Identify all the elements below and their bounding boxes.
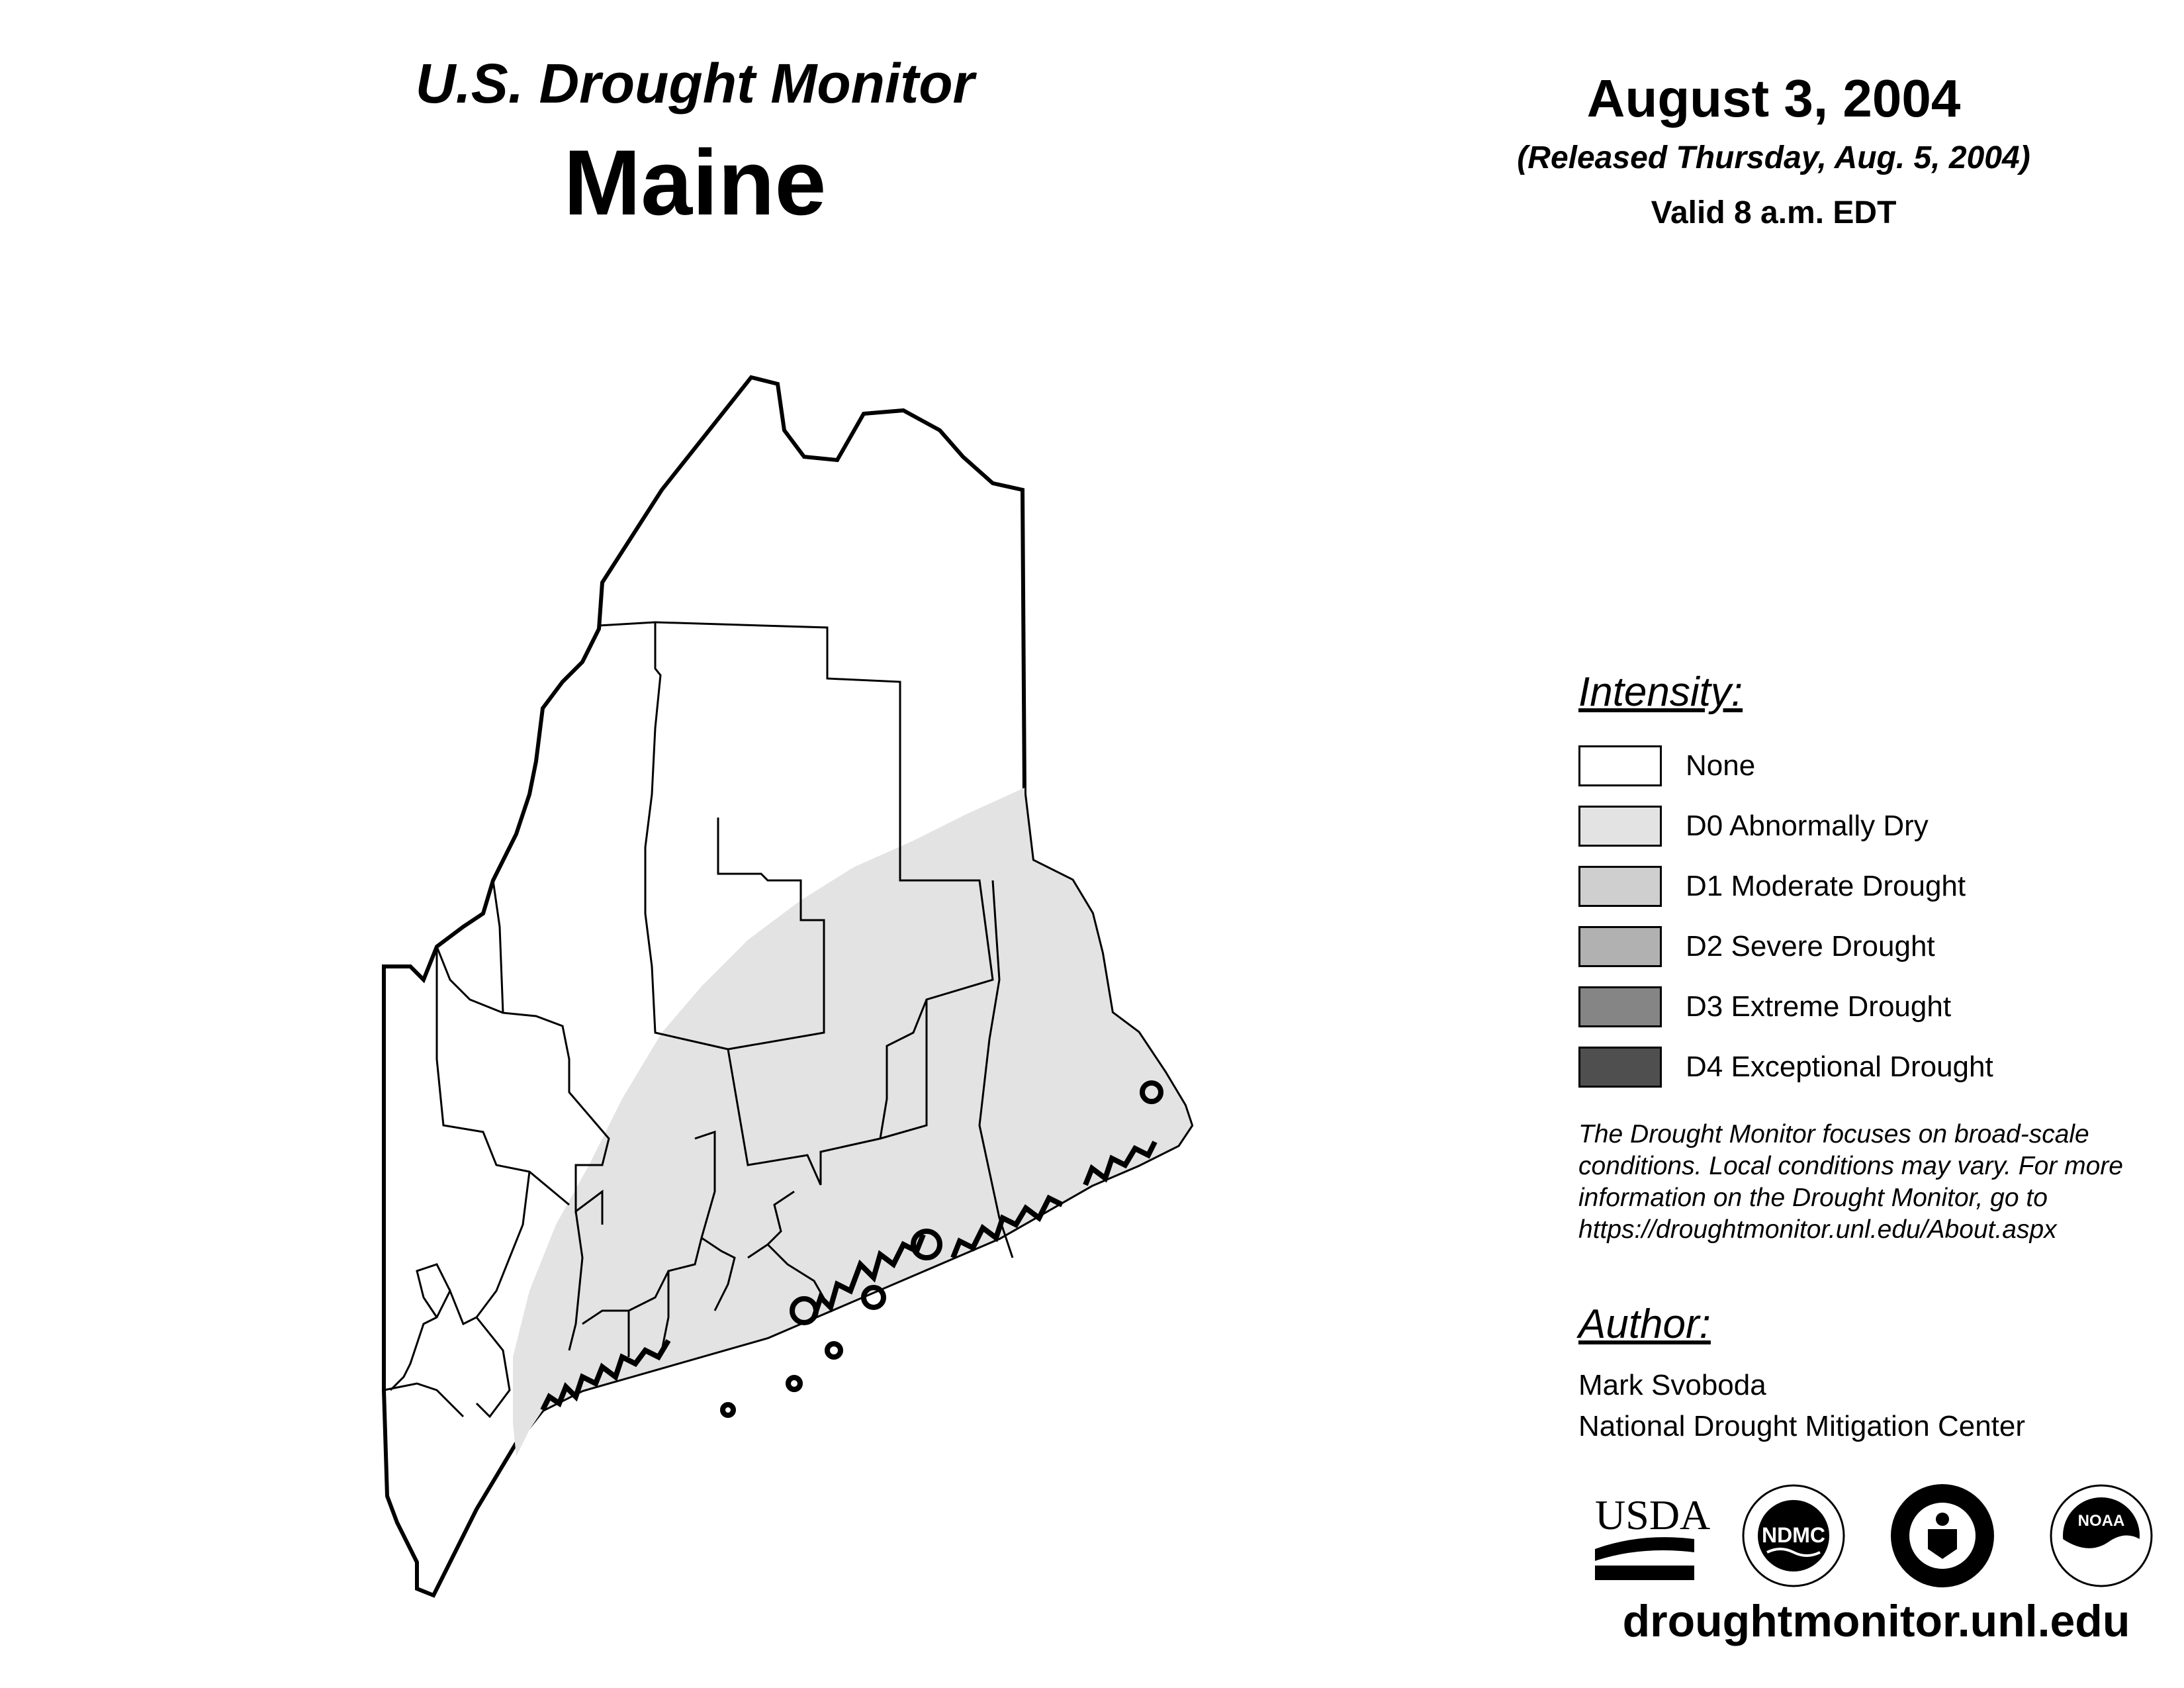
map-title-block [331, 53, 1059, 238]
legend-item [1578, 916, 2174, 976]
legend-item [1578, 856, 2174, 916]
map-subtitle: U.S. Drought Monitor [415, 52, 975, 115]
legend-swatch [1578, 745, 1662, 786]
maine-drought-map [371, 371, 1231, 1628]
department-of-commerce-seal [1891, 1484, 1994, 1587]
legend-swatch [1578, 806, 1662, 847]
usda-logo-text: USDA [1595, 1491, 1711, 1538]
legend-item [1578, 796, 2174, 856]
website-url[interactable]: droughtmonitor.unl.edu [1622, 1596, 2130, 1646]
legend [1578, 669, 2174, 1097]
legend-item [1578, 1037, 2174, 1097]
noaa-logo-text: NOAA [2077, 1512, 2125, 1530]
date-block [1410, 70, 2138, 231]
ndmc-logo-text: NDMC [1762, 1523, 1825, 1547]
legend-label: D3 Extreme Drought [1686, 990, 1952, 1023]
usda-logo [1595, 1491, 1710, 1580]
legend-swatch [1578, 1047, 1662, 1088]
partner-logos [1588, 1476, 2171, 1595]
author-block [1578, 1301, 2174, 1447]
release-date: (Released Thursday, Aug. 5, 2004) [1517, 140, 2030, 175]
author-name: Mark Svoboda [1578, 1369, 1766, 1401]
noaa-logo [2051, 1485, 2152, 1586]
legend-swatch [1578, 926, 1662, 967]
legend-label: None [1686, 749, 1756, 782]
author-org: National Drought Mitigation Center [1578, 1410, 2026, 1442]
legend-swatch [1578, 866, 1662, 907]
legend-label: D0 Abnormally Dry [1686, 809, 1929, 842]
state-title: Maine [563, 130, 827, 235]
author-heading: Author: [1578, 1301, 1711, 1347]
legend-label: D4 Exceptional Drought [1686, 1050, 1993, 1083]
valid-time: Valid 8 a.m. EDT [1651, 195, 1897, 230]
legend-label: D2 Severe Drought [1686, 929, 1935, 962]
legend-heading: Intensity: [1578, 669, 1743, 715]
legend-item [1578, 976, 2174, 1037]
legend-label: D1 Moderate Drought [1686, 869, 1966, 902]
legend-swatch [1578, 986, 1662, 1027]
map-date: August 3, 2004 [1586, 69, 1961, 128]
ndmc-logo [1743, 1485, 1844, 1586]
disclaimer-note: The Drought Monitor focuses on broad-scale conditions. Local conditions may vary. For more information on the Drought Monitor, go to https://droughtmonitor.unl.edu/About.aspx [1578, 1120, 2123, 1244]
legend-item [1578, 735, 2174, 796]
legend-items [1578, 735, 2174, 1097]
